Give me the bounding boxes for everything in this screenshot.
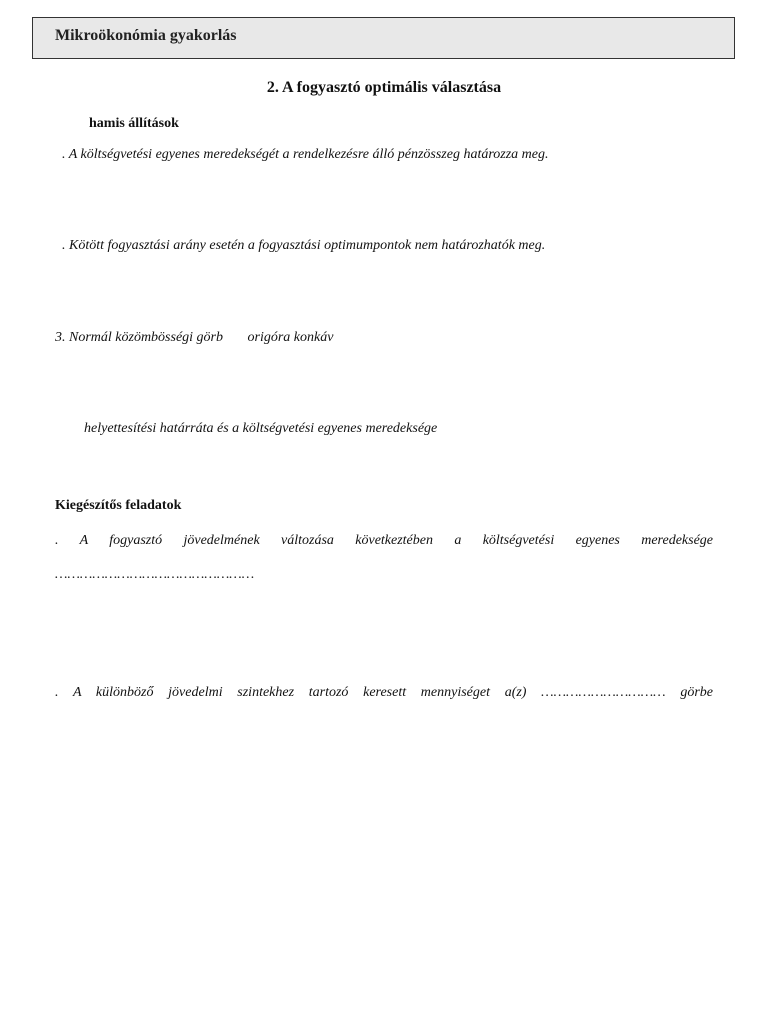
- completion-item-1: . A fogyasztó jövedelmének változása következtében a költségvetési egyenes meredeksége: [55, 533, 713, 548]
- header-title: Mikroökonómia gyakorlás: [55, 27, 237, 44]
- statement-4: helyettesítési határráta és a költségvetési egyenes meredeksége: [84, 421, 438, 436]
- completion-item-2: . A különböző jövedelmi szintekhez tartozó keresett mennyiséget a(z) ………………………… görbe: [55, 685, 713, 700]
- statement-3: 3. Normál közömbösségi görb origóra konkáv: [55, 330, 334, 345]
- statement-1: . A költségvetési egyenes meredekségét a rendelkezésre álló pénzösszeg határozza meg.: [62, 147, 549, 162]
- completion-heading: Kiegészítős feladatok: [55, 498, 182, 513]
- statement-2: . Kötött fogyasztási arány esetén a fogyasztási optimumpontok nem határozhatók meg.: [62, 238, 546, 253]
- page-title: 2. A fogyasztó optimális választása: [266, 79, 502, 96]
- completion-item-1-blank: …………………………………………: [55, 567, 255, 582]
- header-bar: [32, 17, 735, 59]
- false-statements-heading: hamis állítások: [89, 116, 179, 131]
